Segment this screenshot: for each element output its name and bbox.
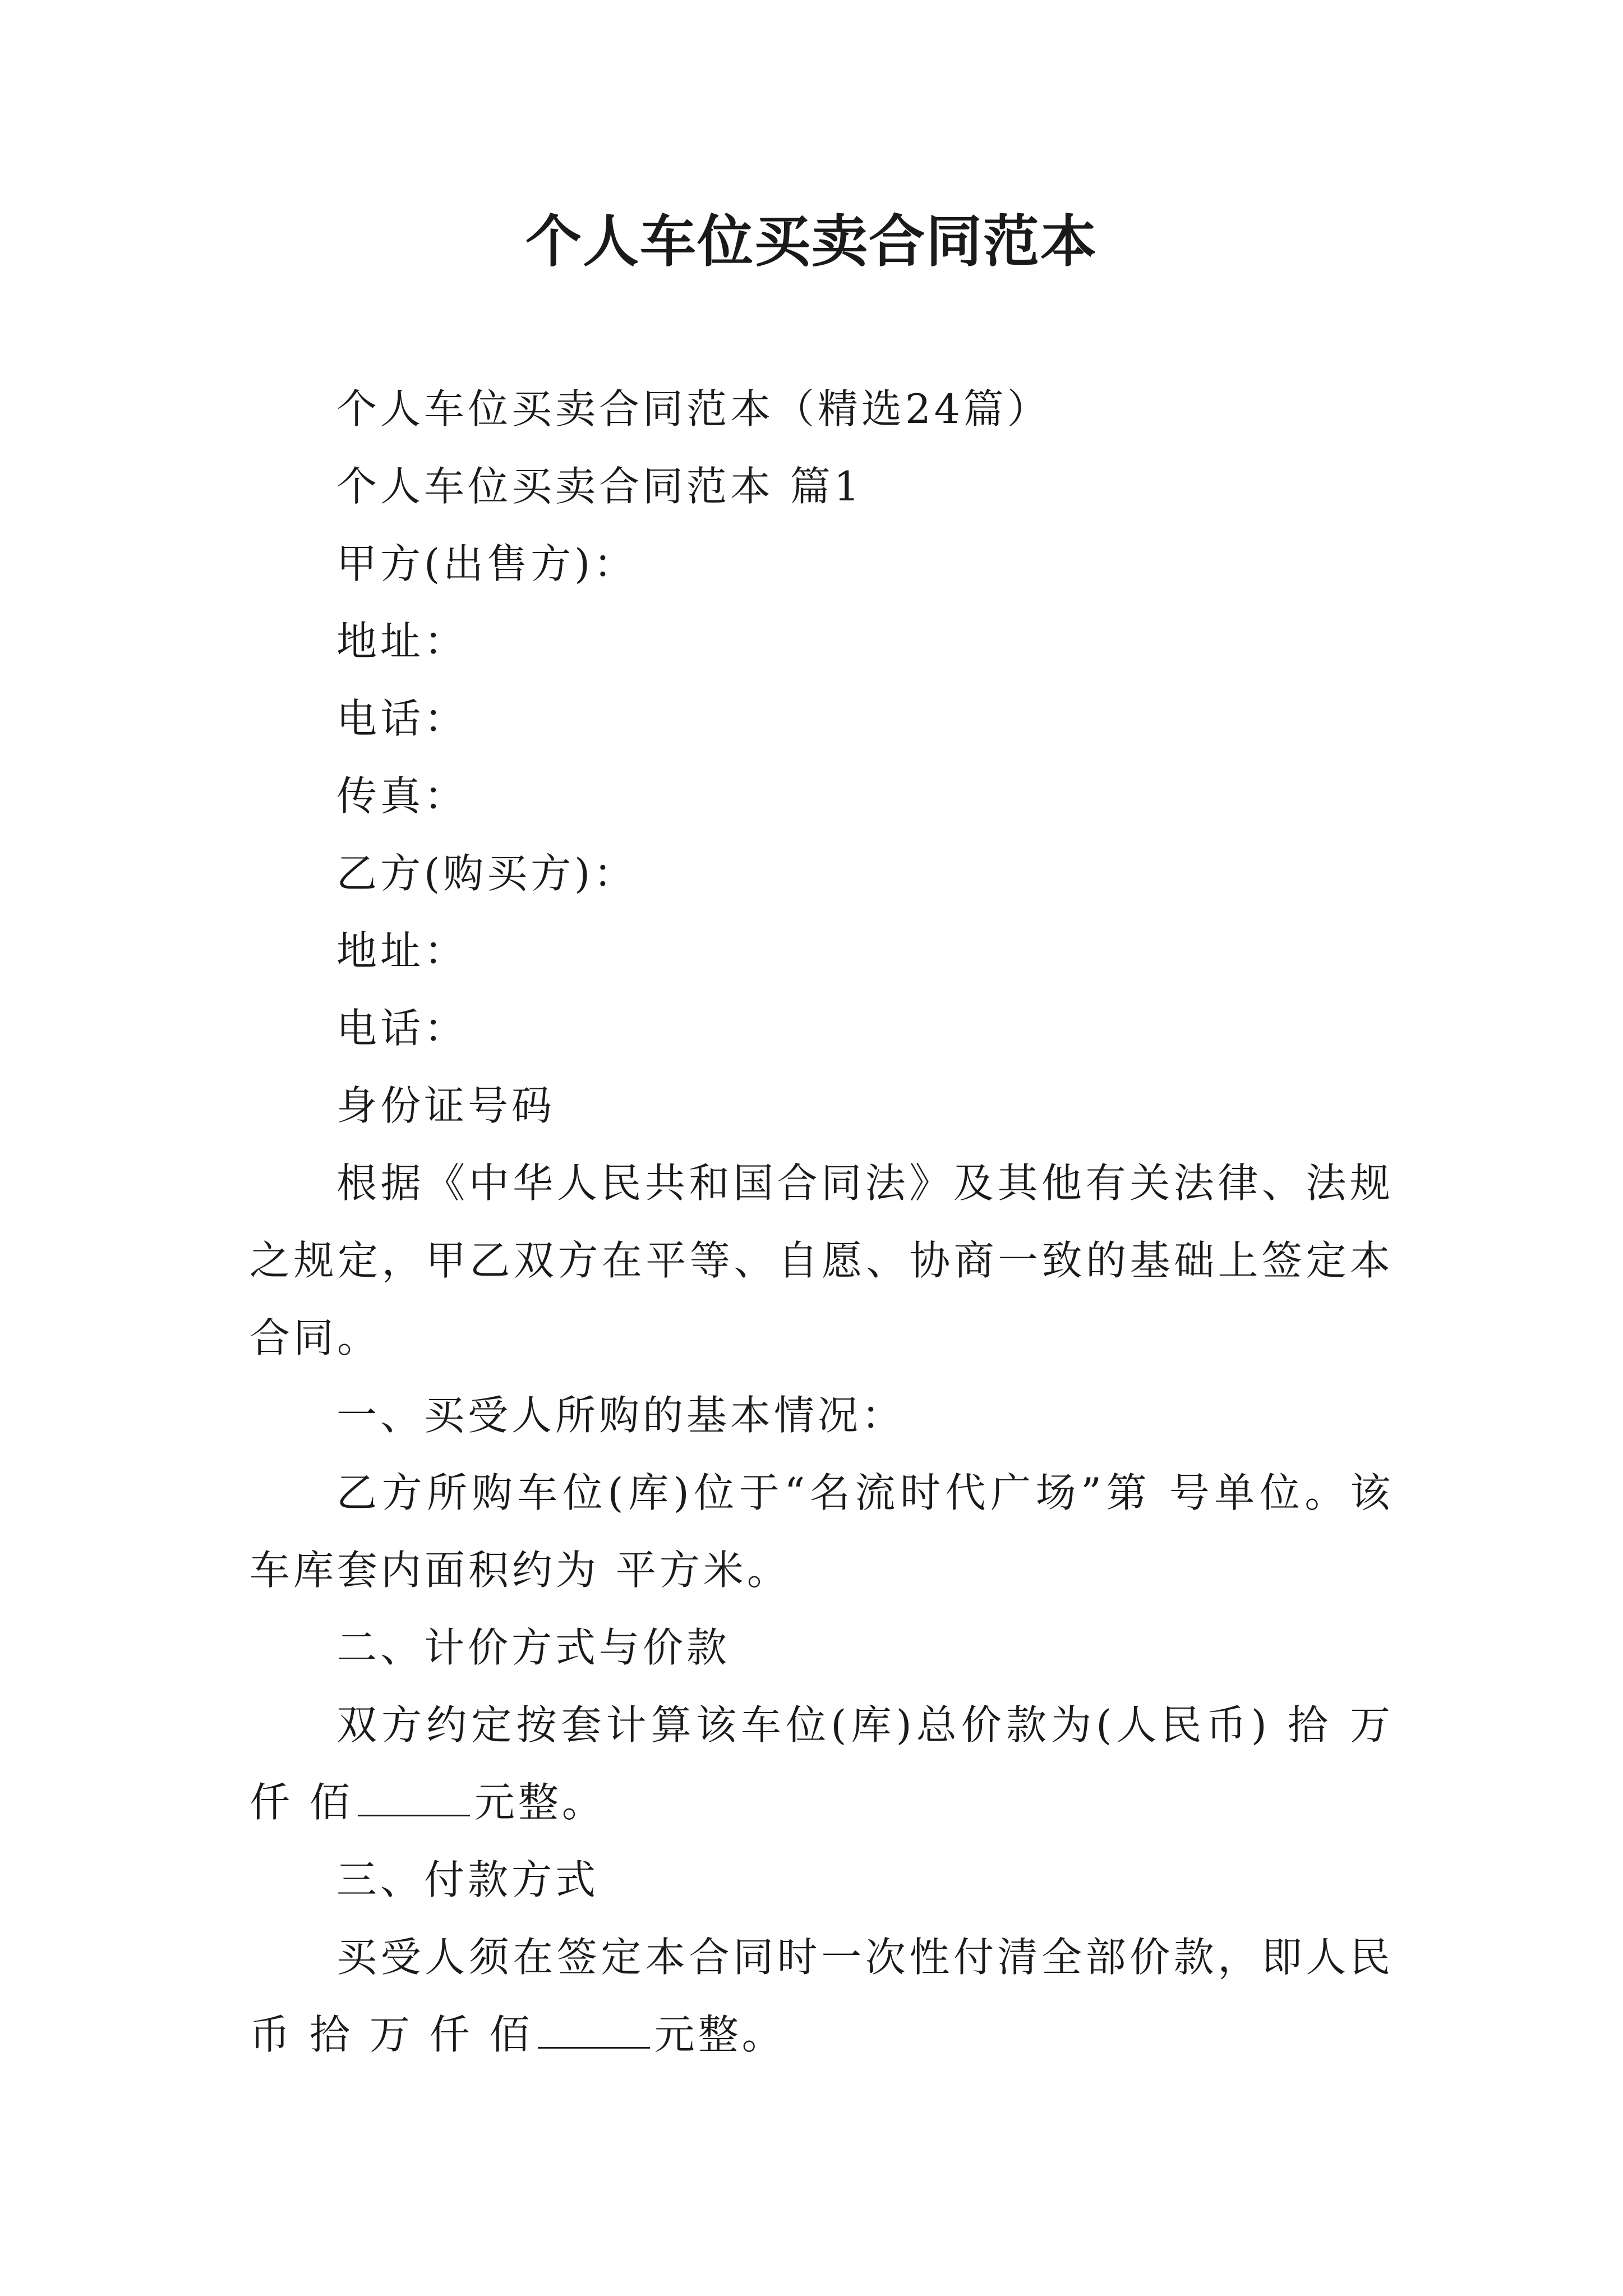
clause-3-text: [250, 1918, 1394, 2073]
section-heading: 个人车位买卖合同范本 篇1: [336, 463, 863, 510]
clause-2-text-before: 双方约定按套计算该车位(库)总价款为(人民币) 拾 万 仟 佰: [250, 1701, 1394, 1826]
party-b-phone: 电话：: [336, 1005, 468, 1052]
clause-3-heading: 三、付款方式: [336, 1856, 600, 1903]
subtitle-line: 个人车位买卖合同范本（精选24篇）: [336, 385, 1051, 432]
party-a-fax: 传真：: [336, 772, 468, 820]
clause-2-text: [250, 1686, 1394, 1841]
party-b-id-number: 身份证号码: [336, 1082, 556, 1129]
clause-1-text: 乙方所购车位(库)位于“名流时代广场”第 号单位。该车库套内面积约为 平方米。: [250, 1469, 1394, 1594]
amount-blank: [358, 1775, 470, 1816]
preamble-paragraph: 根据《中华人民共和国合同法》及其他有关法律、法规之规定，甲乙双方在平等、自愿、协商一致的基础上签定本合同。: [250, 1159, 1394, 1361]
clause-2-heading: 二、计价方式与价款: [336, 1624, 731, 1671]
document-body: [250, 370, 1394, 2073]
party-a-phone: 电话：: [336, 695, 468, 742]
clause-3-text-after: 元整。: [654, 2011, 786, 2058]
party-a-label: 甲方(出售方)：: [336, 540, 638, 587]
clause-1-heading: 一、买受人所购的基本情况：: [336, 1392, 906, 1439]
clause-3-text-before: 买受人须在签定本合同时一次性付清全部价款，即人民币 拾 万 仟 佰: [250, 1934, 1394, 2058]
document-title: 个人车位买卖合同范本: [525, 208, 1098, 274]
party-b-label: 乙方(购买方)：: [336, 850, 638, 897]
clause-2-text-after: 元整。: [474, 1779, 606, 1826]
party-b-address: 地址：: [336, 927, 468, 974]
payment-blank: [538, 2008, 650, 2049]
party-a-address: 地址：: [336, 618, 468, 665]
